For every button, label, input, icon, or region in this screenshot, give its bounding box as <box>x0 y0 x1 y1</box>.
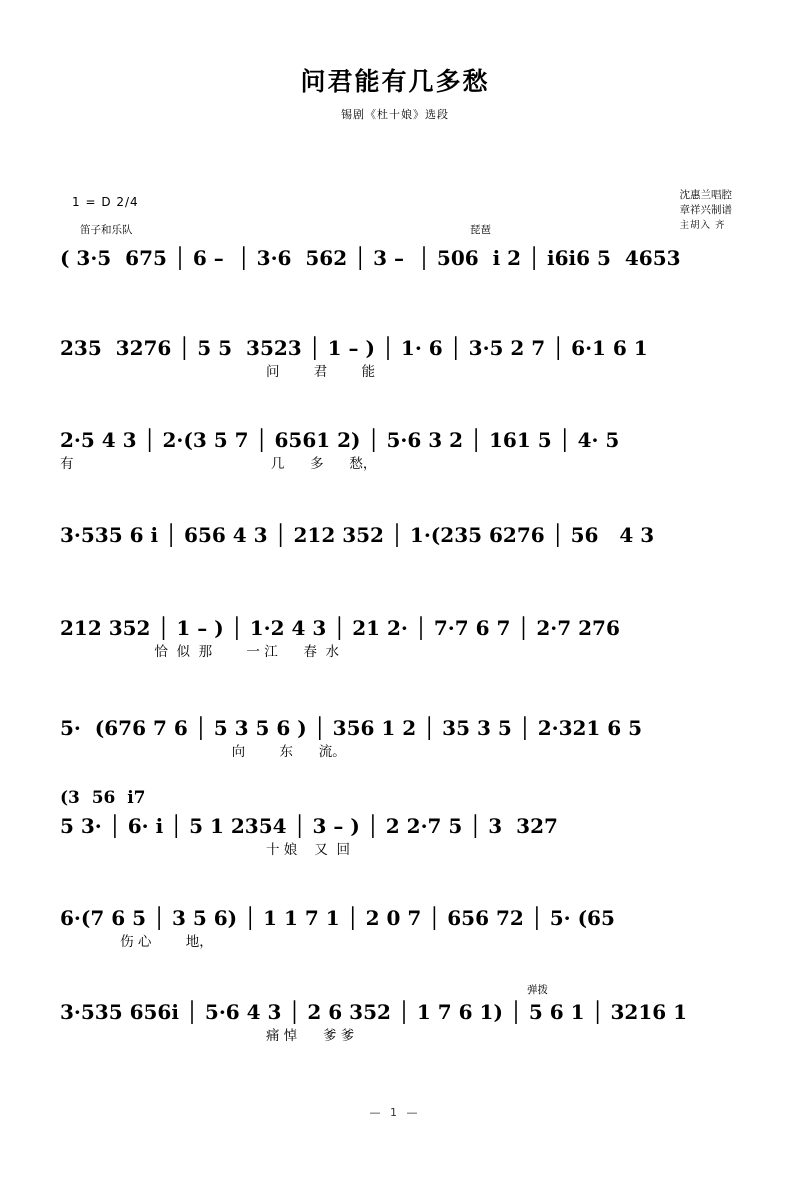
music-system-4 <box>60 517 740 569</box>
notation-row-3: 2·5 4 3 │ 2·(3 5 7 │ 6561 2) │ 5·6 3 2 │ 161 5 │ 4· 5 <box>60 428 620 452</box>
instrument-label-tanbo: 弹拨 <box>527 984 548 996</box>
page-footer: — 1 — <box>369 1106 421 1119</box>
instrument-label-pipa: 琵琶 <box>470 224 491 236</box>
notation-row-8: 6·(7 6 5 │ 3 5 6) │ 1 1 7 1 │ 2 0 7 │ 656 72 │ 5· (65 <box>60 906 615 930</box>
notation-row-2: 235 3276 │ 5 5 3523 │ 1 – ) │ 1· 6 │ 3·5 2 7 │ 6·1 6 1 <box>60 336 648 360</box>
music-system-3 <box>60 422 740 474</box>
music-system-8 <box>60 900 740 952</box>
credit-line-3: 主胡入 齐 <box>679 220 726 231</box>
music-system-9 <box>60 994 740 1046</box>
credit-line-1: 沈惠兰唱腔 <box>679 189 732 201</box>
notation-row-4: 3·535 6 i │ 656 4 3 │ 212 352 │ 1·(235 6276 │ 56 4 3 <box>60 523 655 547</box>
lyrics-row-9: 痛 悼 爹 爹 <box>60 1028 355 1044</box>
credits-block <box>680 188 733 233</box>
key-and-meter: 1 = D 2/4 <box>72 195 139 209</box>
lyrics-row-3: 有 几 多 愁， <box>60 456 377 472</box>
notation-row-6: 5· (676 7 6 │ 5 3 5 6 ) │ 356 1 2 │ 35 3 5 │ 2·321 6 5 <box>60 716 643 740</box>
music-system-7 <box>60 784 740 860</box>
music-system-2 <box>60 330 740 382</box>
page-subtitle: 锡剧《杜十娘》选段 <box>341 108 449 121</box>
music-system-6 <box>60 710 740 762</box>
notation-row-9: 3·535 656i │ 5·6 4 3 │ 2 6 352 │ 1 7 6 1) │ 5 6 1 │ 3216 1 <box>60 1000 688 1024</box>
sheet-music-page <box>0 62 790 1181</box>
music-system-1 <box>60 240 740 292</box>
lyrics-row-2: 问 君 能 <box>60 364 376 380</box>
music-system-5 <box>60 610 740 662</box>
lyrics-row-5: 恰 似 那 一 江 春 水 <box>60 644 340 660</box>
lyrics-row-1 <box>60 270 740 292</box>
lyrics-row-8: 伤 心 地， <box>60 934 213 950</box>
lyrics-row-7: 十 娘 又 回 <box>60 842 351 858</box>
notation-row-7-pickup: (3 56 i7 <box>60 788 146 808</box>
lyrics-row-4 <box>60 547 740 569</box>
notation-row-1: ( 3·5 675 │ 6 – │ 3·6 562 │ 3 – │ 506 i 2 │ i6i6 5 4653 <box>60 246 681 270</box>
instrument-label-dizi: 笛子和乐队 <box>80 224 133 236</box>
notation-row-7: 5 3· │ 6· i │ 5 1 2354 │ 3 – ) │ 2 2·7 5 │ 3 327 <box>60 814 558 838</box>
page-title: 问君能有几多愁 <box>300 67 490 96</box>
credit-line-2: 章祥兴制谱 <box>679 204 732 216</box>
notation-row-5: 212 352 │ 1 – ) │ 1·2 4 3 │ 21 2· │ 7·7 6 7 │ 2·7 276 <box>60 616 620 640</box>
lyrics-row-6: 向 东 流。 <box>60 744 346 760</box>
